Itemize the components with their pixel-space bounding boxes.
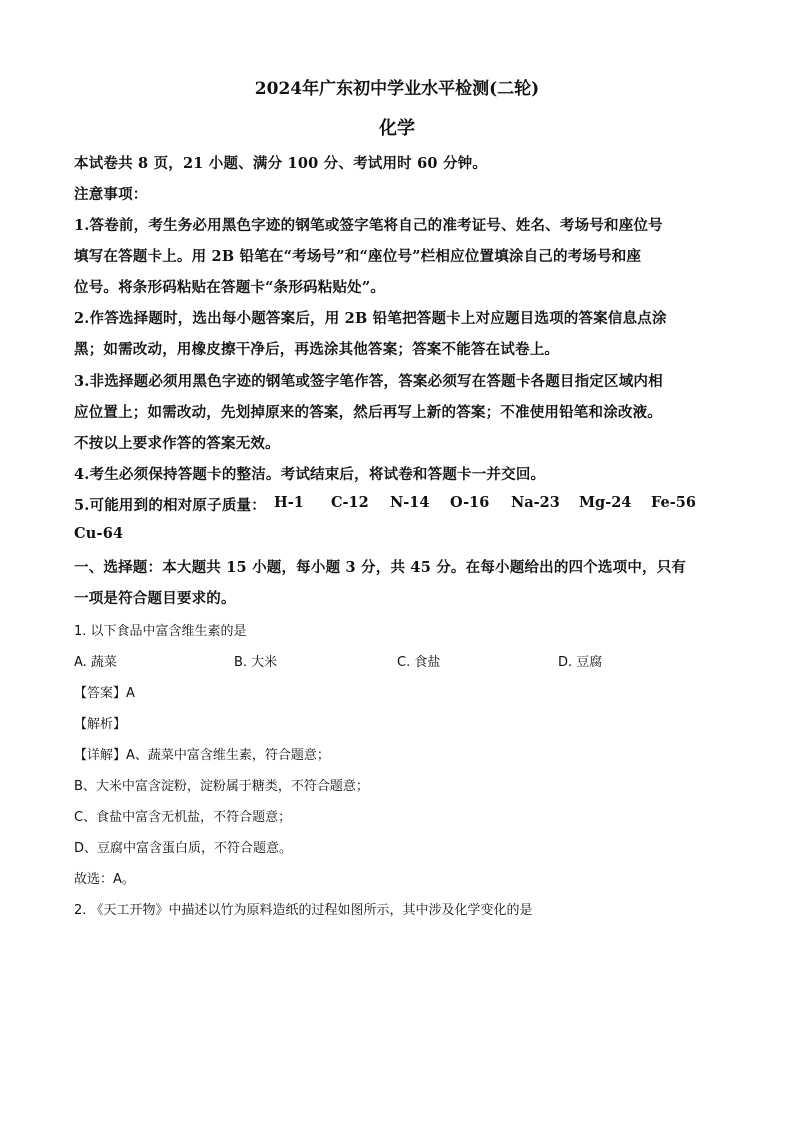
question-1-option-d: D. 豆腐 [558,655,603,670]
question-1-answer: 【答案】A [74,686,135,701]
note-3-line-1: 3.非选择题必须用黑色字迹的钢笔或签字笔作答，答案必须写在答题卡各题目指定区域内相 [74,373,663,390]
note-2-line-1: 2.作答选择题时，选出每小题答案后，用 2B 铅笔把答题卡上对应题目选项的答案信息点涂 [74,310,667,327]
exam-title: 2024年广东初中学业水平检测(二轮) [254,79,540,99]
question-2-stem: 2. 《天工开物》中描述以竹为原料造纸的过程如图所示，其中涉及化学变化的是 [74,903,533,918]
note-1-line-1: 1.答卷前，考生务必用黑色字迹的钢笔或签字笔将自己的准考证号、姓名、考场号和座位号 [74,217,663,234]
question-1-option-a: A. 蔬菜 [74,655,117,670]
question-1-detail-line: C、食盐中富含无机盐，不符合题意； [74,810,292,825]
question-1-stem: 1. 以下食品中富含维生素的是 [74,624,247,639]
atomic-mass: N-14 [390,494,430,511]
atomic-mass: H-1 [274,494,304,511]
atomic-mass: Cu-64 [74,525,124,542]
note-3-line-3: 不按以上要求作答的答案无效。 [74,435,280,452]
question-1-option-b: B. 大米 [234,655,278,670]
section-1-line-2: 一项是符合题目要求的。 [74,590,236,607]
section-1-line-1: 一、选择题：本大题共 15 小题，每小题 3 分，共 45 分。在每小题给出的四个选项中，只有 [74,559,687,576]
question-1-conclusion: 故选：A。 [74,872,135,887]
exam-intro: 本试卷共 8 页，21 小题、满分 100 分、考试用时 60 分钟。 [74,155,488,172]
question-1-detail-line: 【详解】A、蔬菜中富含维生素，符合题意； [74,748,330,763]
note-1-line-2: 填写在答题卡上。用 2B 铅笔在“考场号”和“座位号”栏相应位置填涂自己的考场号和座 [74,248,642,265]
note-2-line-2: 黑；如需改动，用橡皮擦干净后，再选涂其他答案；答案不能答在试卷上。 [74,341,560,358]
atomic-mass: O-16 [450,494,490,511]
note-5-label: 5.可能用到的相对原子质量： [74,497,266,514]
atomic-mass: Mg-24 [579,494,632,511]
atomic-mass: Fe-56 [651,494,696,511]
question-1-analysis-label: 【解析】 [74,717,127,732]
atomic-mass: Na-23 [511,494,560,511]
question-1-detail-line: B、大米中富含淀粉，淀粉属于糖类，不符合题意； [74,779,369,794]
note-4: 4.考生必须保持答题卡的整洁。考试结束后，将试卷和答题卡一并交回。 [74,466,546,483]
question-1-option-c: C. 食盐 [397,655,441,670]
note-3-line-2: 应位置上；如需改动，先划掉原来的答案，然后再写上新的答案；不准使用铅笔和涂改液。 [74,404,662,421]
atomic-mass: C-12 [331,494,369,511]
subject-title: 化学 [379,118,415,139]
note-1-line-3: 位号。将条形码粘贴在答题卡“条形码粘贴处”。 [74,279,386,296]
notes-heading: 注意事项： [74,186,148,203]
question-1-detail-line: D、豆腐中富含蛋白质，不符合题意。 [74,841,293,856]
